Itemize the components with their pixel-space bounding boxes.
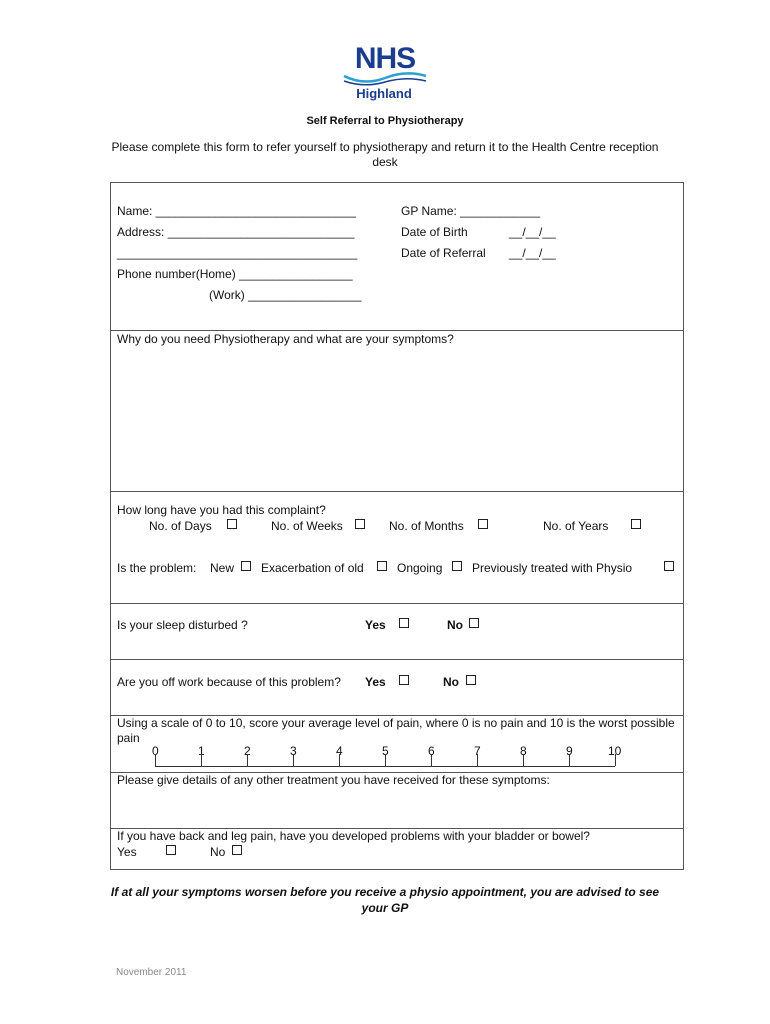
footer-date: November 2011 [116, 967, 187, 978]
years-checkbox[interactable] [631, 519, 641, 529]
pain-scale-tick [155, 754, 156, 766]
other-treatment-question: Please give details of any other treatment you have received for these symptoms: [117, 773, 550, 787]
months-checkbox[interactable] [478, 519, 488, 529]
nhs-highland-logo [334, 44, 434, 104]
pain-scale-number[interactable]: 0 [152, 744, 159, 758]
divider [111, 603, 683, 604]
sleep-yes-checkbox[interactable] [399, 618, 409, 628]
intro-text: Please complete this form to refer yourself to physiotherapy and return it to the Health Centre reception desk [111, 140, 659, 169]
months-label: No. of Months [389, 519, 464, 533]
problem-label: Is the problem: [117, 561, 197, 575]
dob-field[interactable]: __/__/__ [509, 225, 556, 239]
sleep-yes-label: Yes [365, 618, 386, 632]
pain-scale-tick [615, 754, 616, 766]
new-checkbox[interactable] [241, 561, 251, 571]
page-title: Self Referral to Physiotherapy [306, 115, 464, 127]
previous-label: Previously treated with Physio [472, 561, 633, 575]
work-yes-checkbox[interactable] [399, 675, 409, 685]
years-label: No. of Years [543, 519, 609, 533]
pain-scale-tick [339, 754, 340, 766]
logo-brand: NHS [354, 42, 416, 75]
pain-scale-number[interactable]: 1 [198, 744, 205, 758]
divider [111, 330, 683, 331]
work-no-checkbox[interactable] [466, 675, 476, 685]
pain-scale-number[interactable]: 4 [336, 744, 343, 758]
bladder-no-label: No [210, 845, 226, 859]
pain-scale-number[interactable]: 8 [520, 744, 527, 758]
exacerbation-label: Exacerbation of old [261, 561, 364, 575]
work-no-label: No [443, 675, 459, 689]
referral-form [110, 182, 684, 870]
address-field[interactable]: Address: ____________________________ [117, 225, 355, 239]
pain-scale-number[interactable]: 7 [474, 744, 481, 758]
sleep-question: Is your sleep disturbed ? [117, 618, 248, 632]
symptoms-question: Why do you need Physiotherapy and what are your symptoms? [117, 332, 454, 346]
gp-name-field[interactable]: GP Name: ____________ [401, 204, 541, 218]
bladder-yes-label: Yes [117, 845, 137, 859]
days-checkbox[interactable] [227, 519, 237, 529]
pain-scale-tick [247, 754, 248, 766]
phone-work-field[interactable]: (Work) _________________ [209, 288, 362, 302]
pain-scale-tick [477, 754, 478, 766]
divider [111, 659, 683, 660]
work-question: Are you off work because of this problem? [117, 675, 341, 689]
bladder-question: If you have back and leg pain, have you developed problems with your bladder or bowel? [117, 829, 590, 843]
new-label: New [210, 561, 235, 575]
ongoing-label: Ongoing [397, 561, 443, 575]
pain-scale-tick [201, 754, 202, 766]
wave-icon [342, 72, 428, 86]
pain-scale-number[interactable]: 3 [290, 744, 297, 758]
logo-region: Highland [356, 86, 412, 101]
phone-home-field[interactable]: Phone number(Home) _________________ [117, 267, 353, 281]
bladder-yes-checkbox[interactable] [166, 845, 176, 855]
previous-checkbox[interactable] [664, 561, 674, 571]
ongoing-checkbox[interactable] [452, 561, 462, 571]
exacerbation-checkbox[interactable] [377, 561, 387, 571]
weeks-label: No. of Weeks [271, 519, 343, 533]
pain-scale-tick [569, 754, 570, 766]
pain-scale-tick [385, 754, 386, 766]
referral-date-field[interactable]: __/__/__ [509, 246, 556, 260]
sleep-no-checkbox[interactable] [469, 618, 479, 628]
work-yes-label: Yes [365, 675, 386, 689]
referral-date-label: Date of Referral [401, 246, 486, 260]
pain-scale-line [155, 766, 615, 767]
pain-scale-tick [293, 754, 294, 766]
weeks-checkbox[interactable] [355, 519, 365, 529]
pain-scale-number[interactable]: 9 [566, 744, 573, 758]
pain-scale-number[interactable]: 10 [608, 744, 622, 758]
divider [111, 491, 683, 492]
pain-scale-tick [523, 754, 524, 766]
dob-label: Date of Birth [401, 225, 468, 239]
pain-scale-number[interactable]: 5 [382, 744, 389, 758]
bladder-no-checkbox[interactable] [232, 845, 242, 855]
pain-scale-number[interactable]: 2 [244, 744, 251, 758]
sleep-no-label: No [447, 618, 463, 632]
duration-question: How long have you had this complaint? [117, 503, 326, 517]
address-line2-field[interactable]: ____________________________________ [117, 246, 358, 260]
name-field[interactable]: Name: ______________________________ [117, 204, 356, 218]
pain-scale-number[interactable]: 6 [428, 744, 435, 758]
pain-question: Using a scale of 0 to 10, score your average level of pain, where 0 is no pain and 10 is the worst possible pain [117, 716, 675, 745]
pain-scale-tick [431, 754, 432, 766]
days-label: No. of Days [149, 519, 212, 533]
warning-text: If at all your symptoms worsen before you receive a physio appointment, you are advised to see your GP [110, 885, 660, 915]
